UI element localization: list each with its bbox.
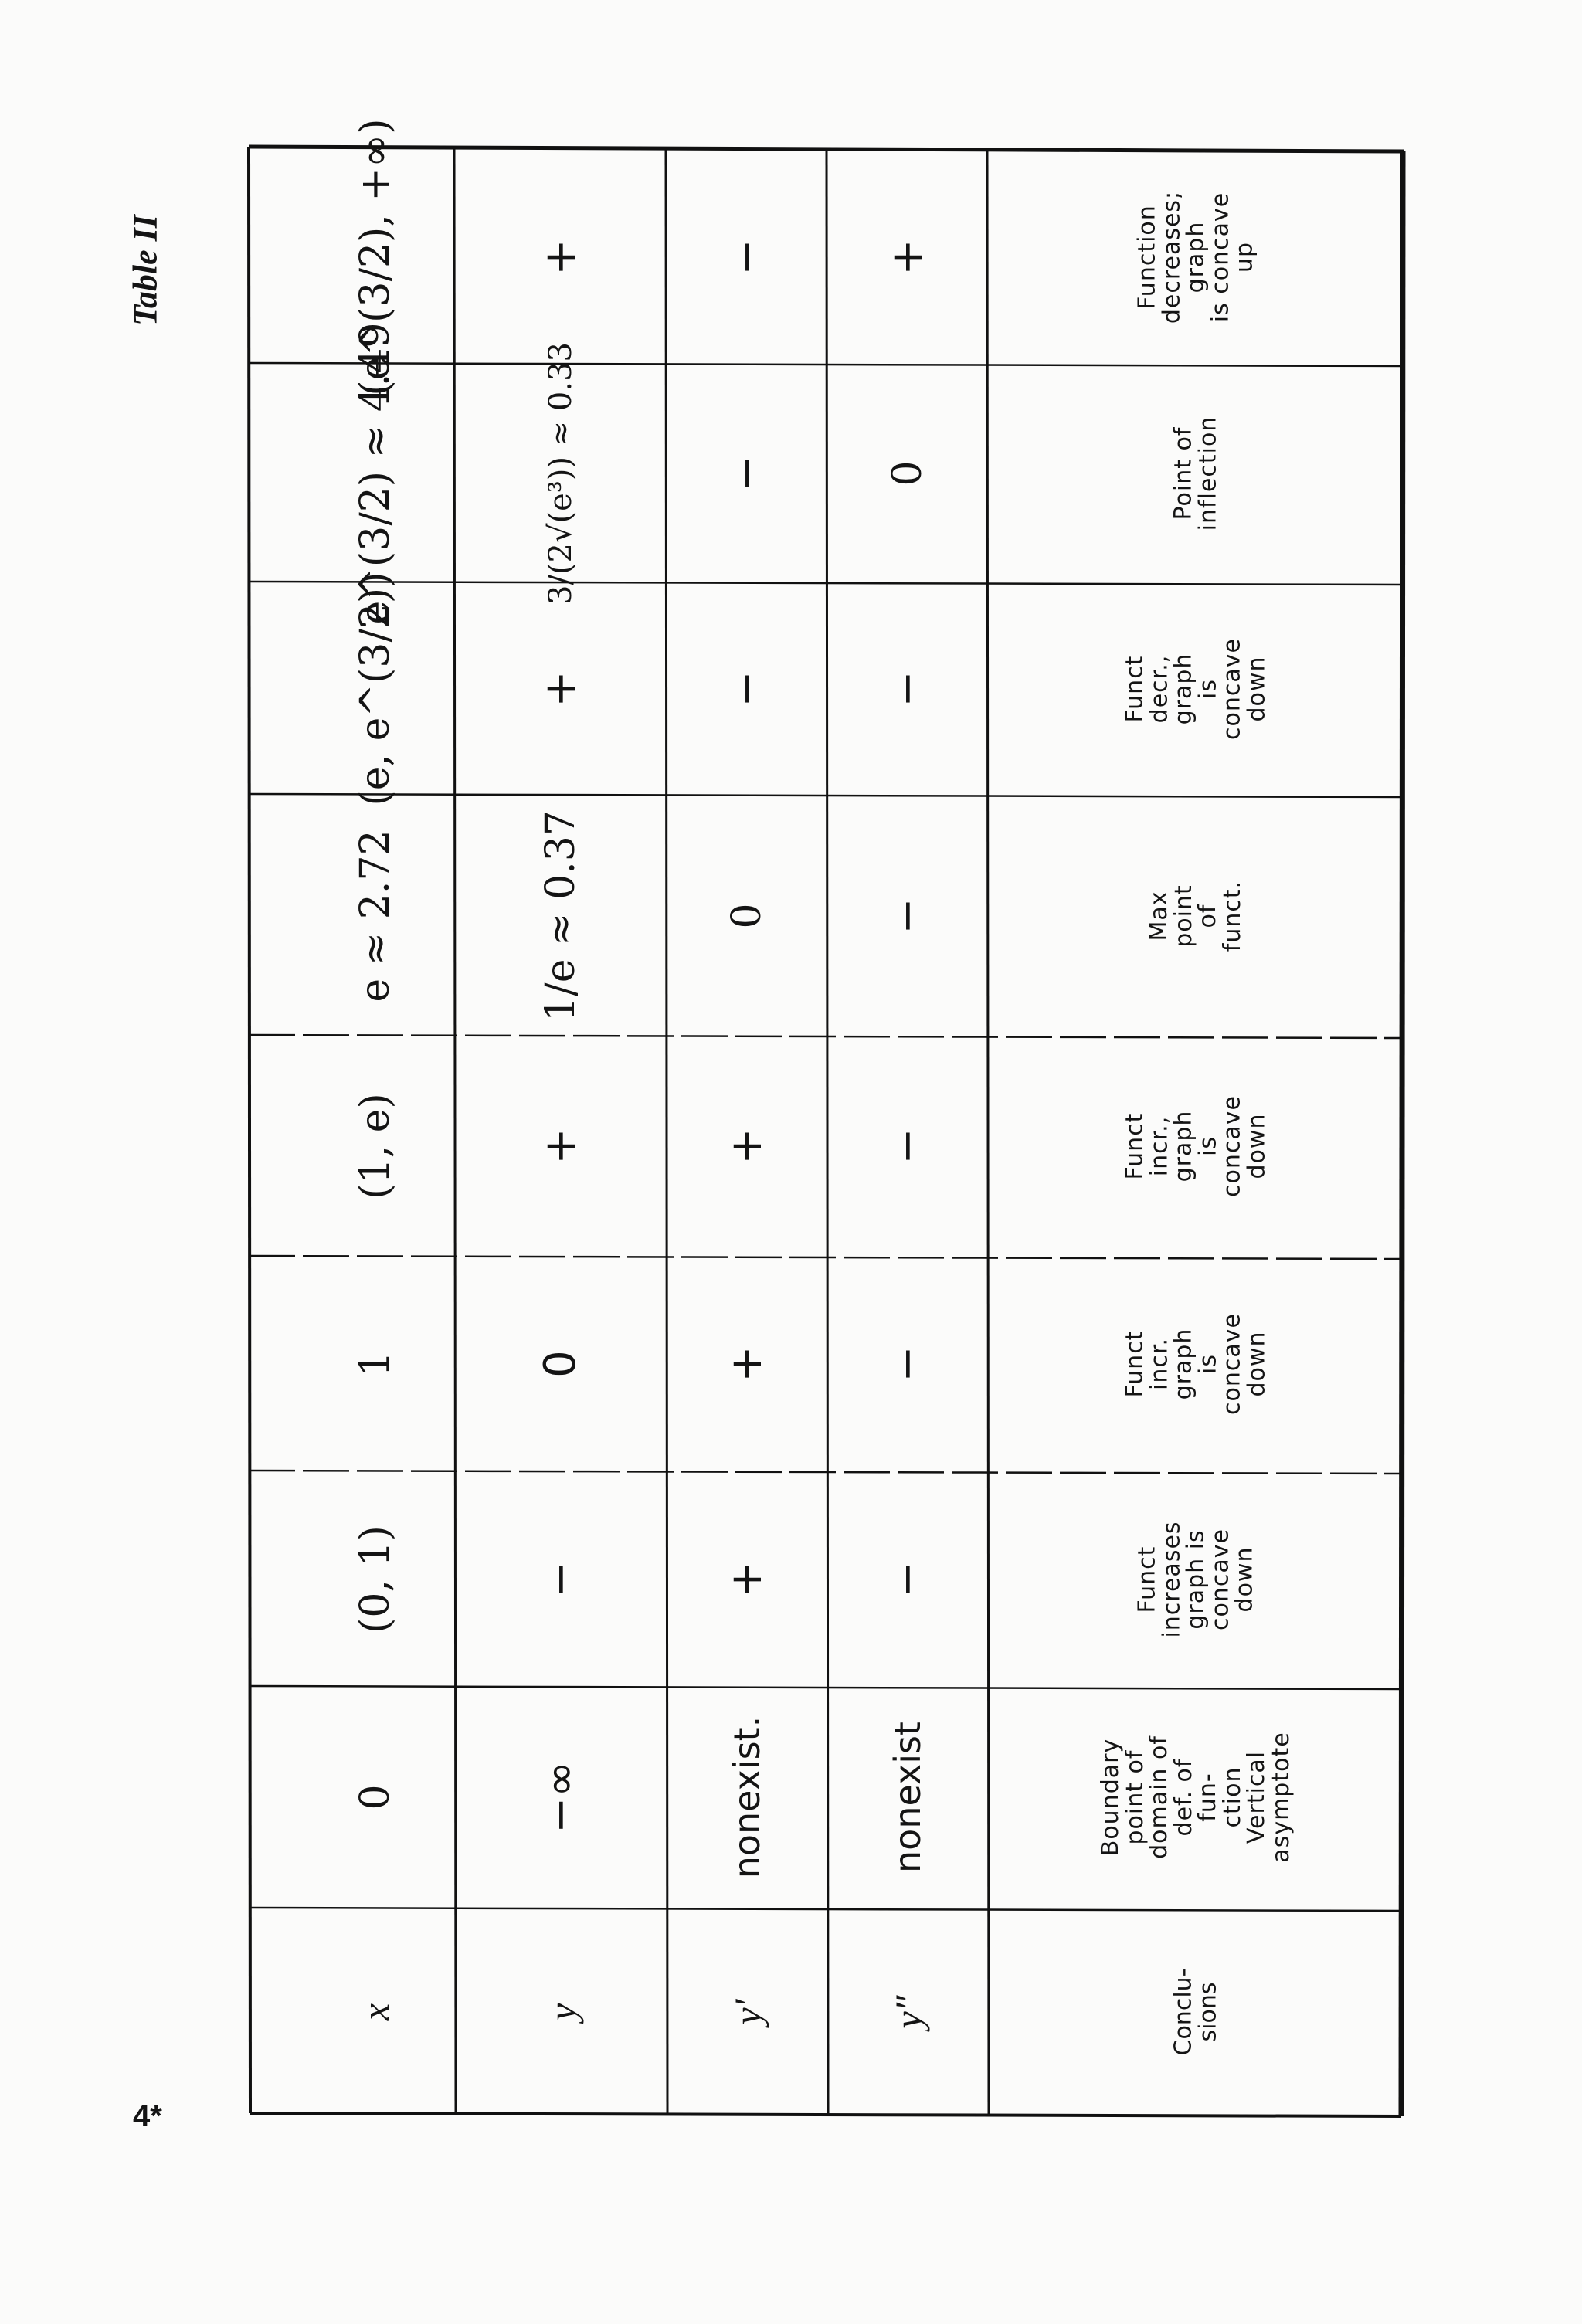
table-right-border [1401, 151, 1403, 2116]
table-bottom-border [250, 2113, 1401, 2116]
table-left-border [249, 147, 250, 2113]
row-divider [666, 148, 667, 2115]
row-divider [987, 150, 989, 2115]
row-divider [454, 148, 456, 2114]
column-divider [249, 1035, 1401, 1038]
column-divider [249, 794, 1401, 797]
page-number: 4* [133, 2099, 162, 2133]
column-divider [249, 1686, 1401, 1689]
column-divider [249, 582, 1401, 585]
table-caption-text: Table II [126, 215, 165, 326]
column-divider [249, 1471, 1401, 1474]
column-divider [249, 363, 1401, 366]
column-divider [249, 1908, 1401, 1911]
row-divider [827, 149, 828, 2115]
column-divider [249, 1256, 1401, 1259]
